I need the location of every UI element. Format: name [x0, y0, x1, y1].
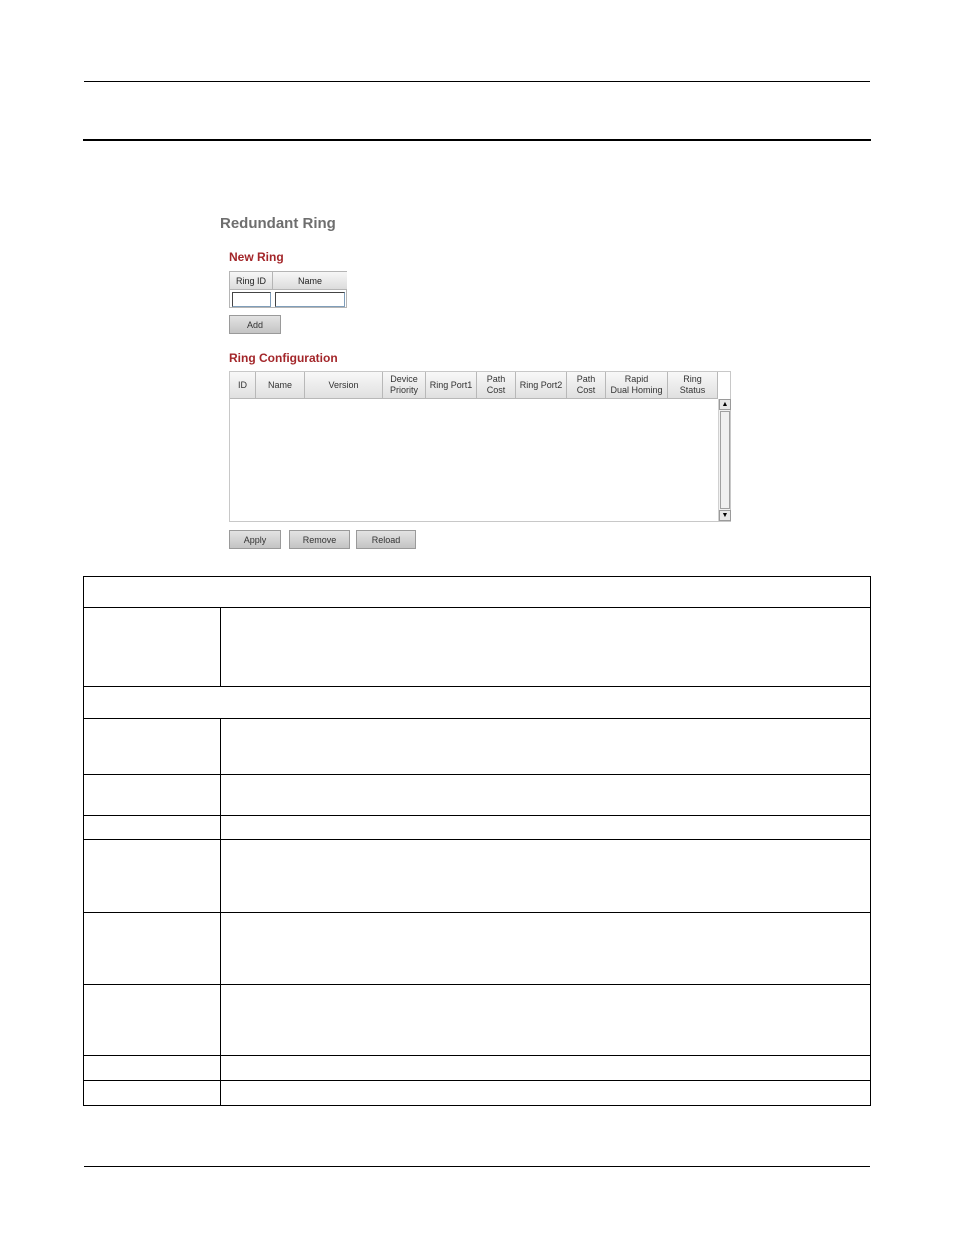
reload-button[interactable]: Reload — [356, 530, 416, 549]
ring-configuration-title: Ring Configuration — [229, 351, 338, 365]
remove-button[interactable]: Remove — [289, 530, 350, 549]
name-input[interactable] — [275, 292, 345, 307]
grid-header — [230, 372, 718, 399]
table-row — [84, 577, 871, 608]
col-path-cost-1: Path Cost — [477, 372, 516, 399]
name-header: Name — [273, 272, 347, 290]
footer-rule — [84, 1166, 870, 1167]
table-cell — [84, 913, 221, 985]
table-row — [84, 1081, 871, 1106]
table-cell — [221, 719, 871, 775]
table-cell — [221, 840, 871, 913]
col-id: ID — [230, 372, 256, 399]
table-row — [84, 985, 871, 1056]
scroll-down-arrow-icon[interactable]: ▼ — [719, 510, 731, 521]
panel-title: Redundant Ring — [220, 215, 336, 232]
table-cell — [84, 775, 221, 816]
table-cell — [84, 816, 221, 840]
table-row — [84, 816, 871, 840]
apply-button[interactable]: Apply — [229, 530, 281, 549]
table-cell — [84, 719, 221, 775]
table-row — [84, 775, 871, 816]
table-row — [84, 719, 871, 775]
table-row — [84, 1056, 871, 1081]
table-cell — [84, 985, 221, 1056]
table-cell — [84, 840, 221, 913]
description-table — [83, 576, 871, 1106]
section-rule — [83, 139, 871, 141]
col-name: Name — [256, 372, 305, 399]
table-cell — [221, 608, 871, 687]
col-path-cost-2: Path Cost — [567, 372, 606, 399]
table-row — [84, 840, 871, 913]
table-cell — [221, 775, 871, 816]
table-cell — [221, 816, 871, 840]
col-device-priority: Device Priority — [383, 372, 426, 399]
table-cell — [221, 985, 871, 1056]
col-ring-port1: Ring Port1 — [426, 372, 477, 399]
table-cell — [84, 687, 871, 719]
table-cell — [84, 577, 871, 608]
new-ring-table — [229, 271, 347, 308]
table-cell — [221, 1081, 871, 1106]
table-row — [84, 913, 871, 985]
col-rapid-dual-homing: Rapid Dual Homing — [606, 372, 668, 399]
ring-id-input[interactable] — [232, 292, 271, 307]
table-cell — [84, 1081, 221, 1106]
table-cell — [221, 1056, 871, 1081]
table-cell — [84, 1056, 221, 1081]
scroll-up-arrow-icon[interactable]: ▲ — [719, 399, 731, 410]
col-ring-port2: Ring Port2 — [516, 372, 567, 399]
add-button[interactable]: Add — [229, 315, 281, 334]
table-cell — [221, 913, 871, 985]
table-row — [84, 687, 871, 719]
scrollbar-thumb[interactable] — [720, 411, 730, 509]
vertical-scrollbar[interactable] — [718, 399, 730, 521]
table-cell — [84, 608, 221, 687]
col-version: Version — [305, 372, 383, 399]
header-rule — [84, 81, 870, 82]
new-ring-title: New Ring — [229, 250, 284, 264]
col-ring-status: Ring Status — [668, 372, 718, 399]
ring-configuration-grid — [229, 371, 731, 522]
table-row — [84, 608, 871, 687]
ring-id-header: Ring ID — [230, 272, 273, 290]
